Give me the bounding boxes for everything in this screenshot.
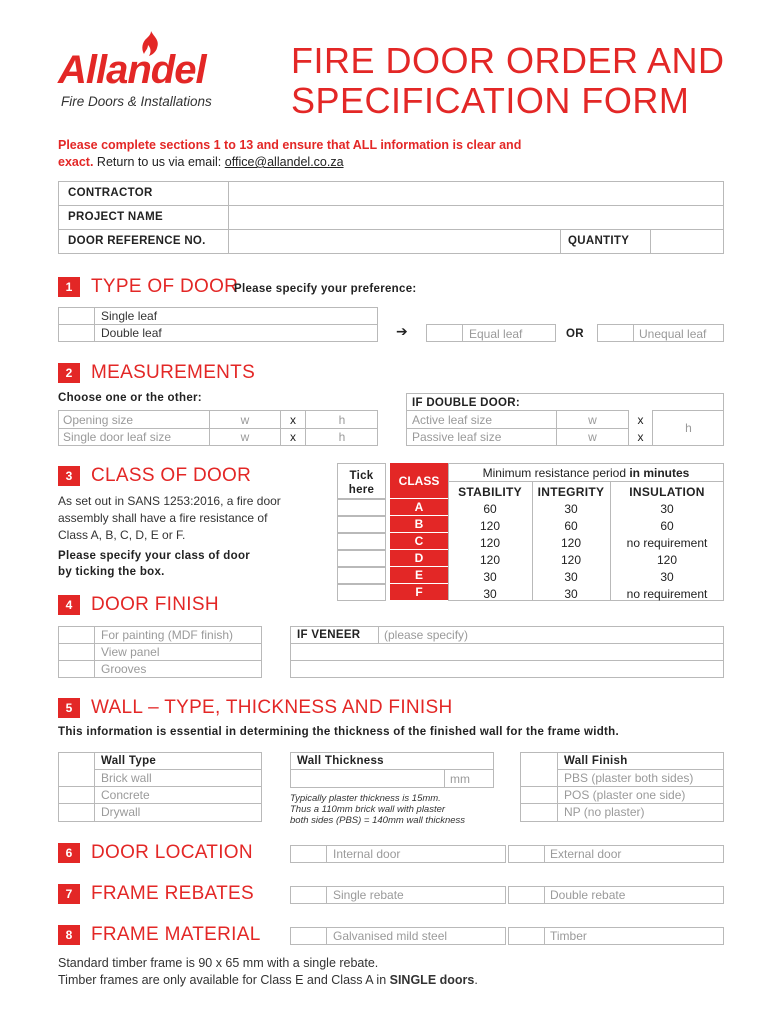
np-label: NP (no plaster) bbox=[564, 805, 645, 819]
active-leaf-label: Active leaf size bbox=[412, 413, 493, 427]
contractor-input[interactable] bbox=[229, 182, 723, 205]
thickness-note-line2: Thus a 110mm brick wall with plaster bbox=[290, 804, 446, 815]
mm-unit: mm bbox=[450, 772, 470, 786]
class-instr-line1: Please specify your class of door bbox=[58, 550, 251, 562]
section-6-title: DOOR LOCATION bbox=[91, 842, 253, 863]
painting-checkbox[interactable] bbox=[59, 627, 93, 643]
class-desc-line3: Class A, B, C, D, E or F. bbox=[58, 528, 186, 542]
pbs-label: PBS (plaster both sides) bbox=[564, 771, 694, 785]
thickness-note-line1: Typically plaster thickness is 15mm. bbox=[290, 793, 441, 804]
wall-thickness-heading: Wall Thickness bbox=[297, 755, 384, 767]
d-insulation: 120 bbox=[656, 553, 678, 567]
veneer-input-3[interactable] bbox=[291, 661, 723, 677]
pos-label: POS (plaster one side) bbox=[564, 788, 686, 802]
section-2-number: 2 bbox=[58, 363, 80, 383]
f-insulation: no requirement bbox=[626, 587, 708, 601]
grooves-label: Grooves bbox=[101, 662, 147, 676]
c-stability: 120 bbox=[479, 536, 501, 550]
email-link[interactable]: office@allandel.co.za bbox=[224, 155, 344, 169]
project-name-input[interactable] bbox=[229, 206, 723, 229]
page-title-line1: FIRE DOOR ORDER AND bbox=[291, 40, 725, 81]
brick-wall-label: Brick wall bbox=[101, 771, 152, 785]
active-x: x bbox=[637, 413, 644, 427]
tick-heading-line2: here bbox=[348, 484, 375, 496]
veneer-label: IF VENEER bbox=[297, 629, 361, 641]
single-leaf-size-label: Single door leaf size bbox=[63, 430, 172, 444]
footer-note bbox=[58, 955, 478, 989]
internal-door-checkbox[interactable] bbox=[290, 845, 327, 863]
galvanised-steel-checkbox[interactable] bbox=[290, 927, 327, 945]
single-rebate-checkbox[interactable] bbox=[290, 886, 327, 904]
b-stability: 120 bbox=[479, 519, 501, 533]
pbs-checkbox[interactable] bbox=[521, 770, 556, 786]
thickness-note-line3: both sides (PBS) = 140mm wall thickness bbox=[290, 815, 466, 826]
class-instructions bbox=[58, 548, 250, 580]
thickness-note bbox=[290, 793, 465, 826]
veneer-hint: (please specify) bbox=[384, 628, 469, 642]
leaf-x: x bbox=[290, 430, 296, 444]
section-3-number: 3 bbox=[58, 466, 80, 486]
intro-exact: exact. bbox=[58, 155, 94, 169]
arrow-right-icon: ➔ bbox=[396, 324, 408, 340]
wall-note: This information is essential in determining the thickness of the finished wall for the frame width. bbox=[58, 726, 619, 738]
integrity-header: INTEGRITY bbox=[537, 485, 605, 499]
view-panel-checkbox[interactable] bbox=[59, 644, 93, 660]
class-a: A bbox=[390, 499, 448, 516]
section-7-number: 7 bbox=[58, 884, 80, 904]
e-insulation: 30 bbox=[660, 570, 674, 584]
a-integrity: 30 bbox=[564, 502, 578, 516]
leaf-height-input[interactable]: h bbox=[338, 430, 346, 444]
opening-x: x bbox=[290, 413, 296, 427]
min-resistance-heading bbox=[448, 466, 724, 480]
door-reference-input[interactable] bbox=[229, 230, 559, 253]
section-1-title: TYPE OF DOOR bbox=[91, 276, 239, 297]
veneer-input-2[interactable] bbox=[291, 644, 723, 660]
page-title-line2: SPECIFICATION FORM bbox=[291, 80, 690, 121]
passive-width-input[interactable]: w bbox=[588, 430, 597, 444]
intro-text bbox=[58, 137, 521, 171]
section-3-title: CLASS OF DOOR bbox=[91, 465, 252, 486]
double-rebate-checkbox[interactable] bbox=[508, 886, 545, 904]
section-4-title: DOOR FINISH bbox=[91, 594, 219, 615]
leaf-width-input[interactable]: w bbox=[240, 430, 250, 444]
tick-box-b[interactable] bbox=[337, 516, 386, 533]
tick-box-c[interactable] bbox=[337, 533, 386, 550]
contractor-label: CONTRACTOR bbox=[68, 187, 153, 199]
footer-line2-c: . bbox=[474, 973, 478, 987]
f-integrity: 30 bbox=[564, 587, 578, 601]
stability-header: STABILITY bbox=[458, 485, 522, 499]
tick-box-e[interactable] bbox=[337, 567, 386, 584]
active-width-input[interactable]: w bbox=[588, 413, 597, 427]
class-e: E bbox=[390, 567, 448, 584]
double-leaf-checkbox[interactable] bbox=[59, 325, 93, 341]
concrete-label: Concrete bbox=[101, 788, 150, 802]
c-insulation: no requirement bbox=[626, 536, 708, 550]
opening-height-input[interactable]: h bbox=[338, 413, 346, 427]
drywall-label: Drywall bbox=[101, 805, 141, 819]
np-checkbox[interactable] bbox=[521, 804, 556, 820]
opening-width-input[interactable]: w bbox=[240, 413, 250, 427]
equal-leaf-label: Equal leaf bbox=[469, 327, 523, 341]
tick-heading-line1: Tick bbox=[349, 470, 374, 482]
passive-leaf-label: Passive leaf size bbox=[412, 430, 502, 444]
b-insulation: 60 bbox=[660, 519, 674, 533]
timber-checkbox[interactable] bbox=[508, 927, 545, 945]
quantity-label: QUANTITY bbox=[568, 235, 630, 247]
class-c: C bbox=[390, 533, 448, 550]
timber-label: Timber bbox=[550, 929, 587, 943]
wall-thickness-input[interactable] bbox=[291, 770, 443, 787]
d-stability: 120 bbox=[479, 553, 501, 567]
class-desc-line1: As set out in SANS 1253:2016, a fire door bbox=[58, 494, 281, 508]
brand-tagline: Fire Doors & Installations bbox=[61, 94, 212, 109]
e-stability: 30 bbox=[483, 570, 497, 584]
single-leaf-label: Single leaf bbox=[101, 309, 158, 323]
section-4-number: 4 bbox=[58, 595, 80, 615]
external-door-checkbox[interactable] bbox=[508, 845, 545, 863]
unequal-leaf-checkbox[interactable] bbox=[597, 324, 634, 342]
quantity-input[interactable] bbox=[651, 230, 723, 253]
class-desc-line2: assembly shall have a fire resistance of bbox=[58, 511, 268, 525]
brand-name: Allandel bbox=[58, 48, 206, 92]
single-leaf-checkbox[interactable] bbox=[59, 308, 93, 324]
class-instr-line2: by ticking the box. bbox=[58, 566, 165, 578]
footer-line2-b: SINGLE doors bbox=[389, 973, 475, 987]
e-integrity: 30 bbox=[564, 570, 578, 584]
logo bbox=[58, 30, 273, 112]
brick-wall-checkbox[interactable] bbox=[59, 770, 93, 786]
galvanised-steel-label: Galvanised mild steel bbox=[333, 929, 448, 943]
veneer-input-1[interactable] bbox=[379, 627, 723, 643]
section-7-title: FRAME REBATES bbox=[91, 883, 254, 904]
section-8-number: 8 bbox=[58, 925, 80, 945]
footer-line2 bbox=[58, 972, 478, 989]
double-leaf-label: Double leaf bbox=[101, 326, 162, 340]
double-height-input[interactable]: h bbox=[685, 421, 692, 435]
tick-box-d[interactable] bbox=[337, 550, 386, 567]
external-door-label: External door bbox=[550, 847, 622, 861]
intro-return: Return to us via email: bbox=[93, 155, 225, 169]
double-rebate-label: Double rebate bbox=[550, 888, 626, 902]
section-1-hint: Please specify your preference: bbox=[234, 283, 417, 295]
unequal-leaf-label: Unequal leaf bbox=[639, 327, 707, 341]
drywall-checkbox[interactable] bbox=[59, 804, 93, 820]
class-f: F bbox=[390, 584, 448, 601]
footer-line2-a: Timber frames are only available for Class E and Class A in bbox=[58, 973, 390, 987]
min-heading-text: Minimum resistance period bbox=[482, 466, 630, 480]
b-integrity: 60 bbox=[564, 519, 578, 533]
door-reference-label: DOOR REFERENCE NO. bbox=[68, 235, 206, 247]
section-5-number: 5 bbox=[58, 698, 80, 718]
f-stability: 30 bbox=[483, 587, 497, 601]
single-rebate-label: Single rebate bbox=[333, 888, 404, 902]
or-label: OR bbox=[566, 328, 584, 340]
section-6-number: 6 bbox=[58, 843, 80, 863]
a-insulation: 30 bbox=[660, 502, 674, 516]
wall-finish-heading: Wall Finish bbox=[564, 755, 628, 767]
intro-line2 bbox=[58, 154, 521, 171]
intro-line1: Please complete sections 1 to 13 and ensure that ALL information is clear and bbox=[58, 138, 522, 152]
equal-leaf-checkbox[interactable] bbox=[426, 324, 463, 342]
section-2-title: MEASUREMENTS bbox=[91, 362, 256, 383]
min-heading-bold: in minutes bbox=[629, 466, 690, 480]
double-door-heading: IF DOUBLE DOOR: bbox=[412, 397, 520, 409]
pos-checkbox[interactable] bbox=[521, 787, 556, 803]
a-stability: 60 bbox=[483, 502, 497, 516]
concrete-checkbox[interactable] bbox=[59, 787, 93, 803]
wall-type-heading: Wall Type bbox=[101, 755, 157, 767]
painting-label: For painting (MDF finish) bbox=[101, 628, 234, 642]
grooves-checkbox[interactable] bbox=[59, 661, 93, 677]
project-name-label: PROJECT NAME bbox=[68, 211, 163, 223]
d-integrity: 120 bbox=[560, 553, 582, 567]
tick-box-f[interactable] bbox=[337, 584, 386, 601]
footer-line1: Standard timber frame is 90 x 65 mm with a single rebate. bbox=[58, 956, 379, 970]
tick-heading bbox=[337, 469, 386, 497]
class-header: CLASS bbox=[398, 474, 440, 488]
section-8-title: FRAME MATERIAL bbox=[91, 924, 261, 945]
section-5-title: WALL – TYPE, THICKNESS AND FINISH bbox=[91, 697, 453, 718]
opening-size-label: Opening size bbox=[63, 413, 134, 427]
section-1-number: 1 bbox=[58, 277, 80, 297]
view-panel-label: View panel bbox=[101, 645, 160, 659]
passive-x: x bbox=[637, 430, 644, 444]
c-integrity: 120 bbox=[560, 536, 582, 550]
class-d: D bbox=[390, 550, 448, 567]
class-description bbox=[58, 493, 281, 544]
internal-door-label: Internal door bbox=[333, 847, 401, 861]
class-b: B bbox=[390, 516, 448, 533]
tick-box-a[interactable] bbox=[337, 499, 386, 516]
insulation-header: INSULATION bbox=[629, 485, 705, 499]
choose-one-text: Choose one or the other: bbox=[58, 392, 202, 404]
